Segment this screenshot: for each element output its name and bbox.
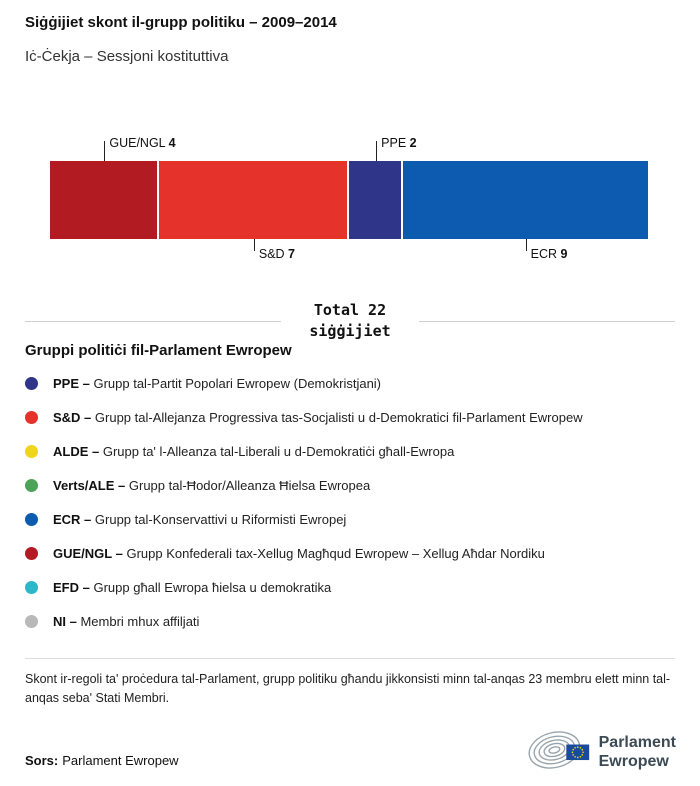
logo-text [599, 734, 676, 771]
bar-label-text: ECR 9 [530, 247, 568, 261]
bar-label-tick [526, 239, 527, 251]
bar-label-tick [376, 141, 377, 161]
source-line [25, 753, 179, 768]
legend-item-s-d [25, 400, 685, 434]
bar-segment-gue-ngl [50, 161, 159, 239]
bar-label-tick [104, 141, 105, 161]
legend-text: GUE/NGL – Grupp Konfederali tax-Xellug Magħqud Ewropew – Xellug Aħdar Nordiku [53, 545, 545, 561]
page-title: Siġġijiet skont il-grupp politiku – 2009–2014 [25, 14, 337, 31]
legend-item-ecr [25, 502, 685, 536]
footnote-divider [25, 658, 675, 659]
parliament-hemicycle-icon [527, 727, 591, 778]
legend-item-alde [25, 434, 685, 468]
divider-line-right [419, 321, 675, 322]
legend-dot-ppe [25, 377, 38, 390]
legend-dot-ni [25, 615, 38, 628]
legend-dot-gue-ngl [25, 547, 38, 560]
bar-segment-ecr [403, 161, 648, 239]
legend-item-gue-ngl [25, 536, 685, 570]
legend-list [25, 366, 685, 638]
page-subtitle: Iċ-Ċekja – Sessjoni kostituttiva [25, 48, 229, 65]
legend-text: NI – Membri mhux affiljati [53, 613, 200, 629]
total-line2: siġġijiet [309, 322, 391, 340]
legend-text: EFD – Grupp għall Ewropa ħielsa u demokratika [53, 579, 332, 595]
legend-dot-ecr [25, 513, 38, 526]
legend-dot-verts-ale [25, 479, 38, 492]
legend-text: ALDE – Grupp ta' l-Alleanza tal-Liberali u d-Demokratiċi għall-Ewropa [53, 443, 455, 459]
total-seats-label [309, 300, 390, 342]
legend-item-ni [25, 604, 685, 638]
bar-label-text: PPE 2 [381, 136, 417, 150]
legend-text: S&D – Grupp tal-Allejanza Progressiva tas-Socjalisti u d-Demokratici fil-Parlament Ewropew [53, 409, 583, 425]
bar-label-text: GUE/NGL 4 [109, 136, 176, 150]
logo-line1: Parlament [598, 734, 676, 752]
legend-text: Verts/ALE – Grupp tal-Ħodor/Alleanza Ħielsa Ewropea [53, 477, 371, 493]
european-parliament-logo [527, 727, 676, 778]
bar-label-text: S&D 7 [258, 247, 295, 261]
source-label: Sors: [25, 753, 59, 768]
legend-dot-alde [25, 445, 38, 458]
legend-item-verts-ale [25, 468, 685, 502]
bar-label-tick [254, 239, 255, 251]
logo-line2: Ewropew [598, 752, 669, 770]
legend-text: ECR – Grupp tal-Konservattivi u Riformisti Ewropej [53, 511, 347, 527]
bar-segment-ppe [349, 161, 403, 239]
footnote: Skont ir-regoli ta' proċedura tal-Parlament, grupp politiku għandu jikkonsisti minn tal-anqas 23 membru elett minn tal-anqas seba' Stati Membri. [25, 672, 671, 705]
divider-line-left [25, 321, 281, 322]
stacked-bar [50, 161, 648, 239]
legend-dot-s-d [25, 411, 38, 424]
legend-heading: Gruppi politiċi fil-Parlament Ewropew [25, 342, 292, 359]
bar-segment-s-d [159, 161, 349, 239]
seats-chart [50, 138, 648, 266]
total-divider [25, 300, 675, 342]
source-value: Parlament Ewropew [62, 753, 179, 768]
legend-item-ppe [25, 366, 685, 400]
legend-dot-efd [25, 581, 38, 594]
legend-item-efd [25, 570, 685, 604]
legend-text: PPE – Grupp tal-Partit Popolari Ewropew (Demokristjani) [53, 375, 382, 391]
total-line1: Total 22 [313, 301, 387, 319]
